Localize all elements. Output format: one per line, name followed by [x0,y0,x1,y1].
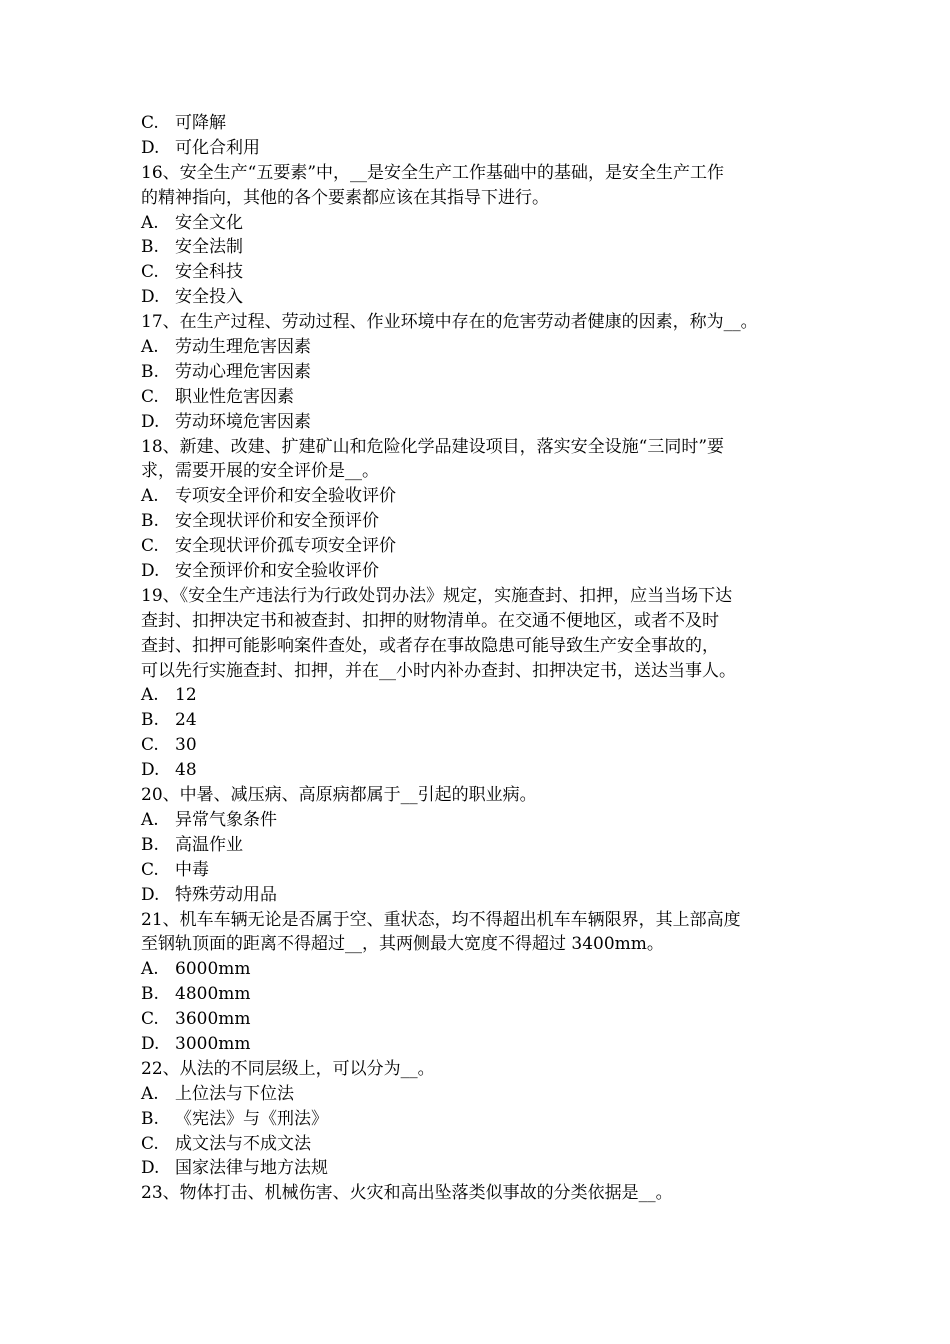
option-text: 安全法制 [175,237,243,258]
option-text: 特殊劳动用品 [175,884,277,905]
option-letter: D. [141,287,160,308]
answer-option [141,833,831,858]
question-text-line: 的精神指向，其他的各个要素都应该在其指导下进行。 [141,187,549,208]
option-text: 国家法律与地方法规 [175,1158,328,1179]
option-text: 高温作业 [175,834,243,855]
question-text-line: 22、从法的不同层级上，可以分为__。 [141,1058,435,1079]
answer-option [141,1082,831,1107]
answer-option [141,1007,831,1032]
option-text: 安全预评价和安全验收评价 [175,561,379,582]
answer-option [141,733,831,758]
option-text: 12 [175,685,197,706]
answer-option [141,758,831,783]
question-text-line: 20、中暑、减压病、高原病都属于__引起的职业病。 [141,785,537,806]
answer-option [141,1032,831,1057]
option-letter: D. [141,411,160,432]
option-letter: B. [141,1108,159,1129]
answer-option [141,1156,831,1181]
question-text-line: 求，需要开展的安全评价是__。 [141,461,379,482]
option-letter: C. [141,859,159,880]
option-text: 劳动环境危害因素 [175,411,311,432]
question-text-line: 18、新建、改建、扩建矿山和危险化学品建设项目，落实安全设施“三同时”要 [141,436,725,457]
answer-option [141,858,831,883]
option-letter: C. [141,536,159,557]
option-letter: A. [141,685,159,706]
answer-option [141,360,831,385]
answer-option [141,260,831,285]
answer-option [141,410,831,435]
option-text: 成文法与不成文法 [175,1133,311,1154]
answer-option [141,982,831,1007]
option-letter: A. [141,809,159,830]
question-text-line: 19、《安全生产违法行为行政处罚办法》规定，实施查封、扣押，应当当场下达 [141,585,733,606]
option-letter: B. [141,984,159,1005]
option-letter: A. [141,212,159,233]
option-letter: C. [141,113,159,133]
option-text: 安全科技 [175,262,243,283]
question-text-line: 查封、扣押可能影响案件查处，或者存在事故隐患可能导致生产安全事故的， [141,635,719,656]
option-text: 中毒 [175,859,209,880]
answer-option [141,683,831,708]
option-letter: B. [141,511,159,532]
answer-option [141,484,831,509]
answer-option [141,883,831,908]
option-text: 安全文化 [175,212,243,233]
option-text: 安全现状评价孤专项安全评价 [175,536,396,557]
option-letter: C. [141,386,159,407]
document-body [141,111,831,1206]
answer-option [141,708,831,733]
answer-option [141,1132,831,1157]
option-letter: D. [141,137,160,158]
option-text: 职业性危害因素 [175,386,294,407]
question-text-line: 21、机车车辆无论是否属于空、重状态，均不得超出机车车辆限界，其上部高度 [141,909,741,930]
option-text: 6000mm [175,959,251,980]
option-letter: A. [141,337,159,358]
answer-option [141,808,831,833]
option-text: 48 [175,760,197,781]
option-text: 上位法与下位法 [175,1083,294,1104]
option-text: 30 [175,735,197,756]
option-letter: D. [141,1158,160,1179]
question-text-line: 至钢轨顶面的距离不得超过__，其两侧最大宽度不得超过 3400mm。 [141,934,664,955]
option-letter: C. [141,262,159,283]
answer-option [141,235,831,260]
question-text-line: 可以先行实施查封、扣押，并在__小时内补办查封、扣押决定书，送达当事人。 [141,660,736,681]
answer-option [141,1107,831,1132]
option-letter: D. [141,561,160,582]
option-letter: D. [141,760,160,781]
option-text: 安全投入 [175,287,243,308]
answer-option [141,111,831,136]
option-text: 安全现状评价和安全预评价 [175,511,379,532]
answer-option [141,559,831,584]
option-letter: A. [141,1083,159,1104]
option-text: 可降解 [175,113,226,133]
question-text-line: 16、安全生产“五要素”中，__是安全生产工作基础中的基础，是安全生产工作 [141,162,725,183]
answer-option [141,211,831,236]
option-text: 3600mm [175,1009,251,1030]
option-letter: D. [141,1033,160,1054]
answer-option [141,509,831,534]
option-text: 3000mm [175,1033,251,1054]
option-text: 24 [175,710,197,731]
option-text: 4800mm [175,984,251,1005]
option-letter: A. [141,486,159,507]
option-text: 劳动心理危害因素 [175,361,311,382]
answer-option [141,385,831,410]
question-text-line: 17、在生产过程、劳动过程、作业环境中存在的危害劳动者健康的因素，称为__。 [141,312,758,333]
option-text: 劳动生理危害因素 [175,337,311,358]
option-letter: A. [141,959,159,980]
answer-option [141,285,831,310]
option-text: 专项安全评价和安全验收评价 [175,486,396,507]
option-text: 《宪法》与《刑法》 [175,1108,328,1129]
question-text-line: 23、物体打击、机械伤害、火灾和高出坠落类似事故的分类依据是__。 [141,1183,673,1204]
option-letter: C. [141,1009,159,1030]
option-letter: C. [141,735,159,756]
question-text-line: 查封、扣押决定书和被查封、扣押的财物清单。在交通不便地区，或者不及时 [141,610,719,631]
option-letter: B. [141,361,159,382]
option-letter: B. [141,237,159,258]
option-text: 异常气象条件 [175,809,277,830]
option-letter: D. [141,884,160,905]
answer-option [141,534,831,559]
option-letter: B. [141,710,159,731]
option-letter: B. [141,834,159,855]
answer-option [141,136,831,161]
answer-option [141,957,831,982]
option-letter: C. [141,1133,159,1154]
answer-option [141,335,831,360]
option-text: 可化合利用 [175,137,260,158]
